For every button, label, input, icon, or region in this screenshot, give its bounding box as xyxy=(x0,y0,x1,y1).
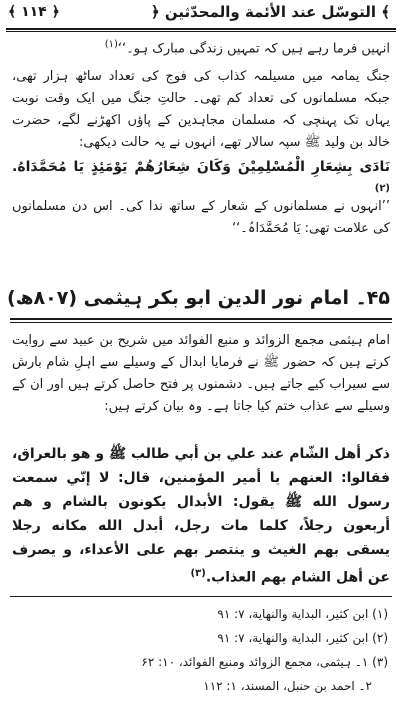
running-title: ﴾ التوسّل عند الأئمة والمحدّثين ﴿ xyxy=(150,3,390,21)
page-number: ﴾ ۱۱۴ ﴿ xyxy=(8,4,60,20)
section-rule-thin xyxy=(10,322,392,323)
arabic-quote-2-text: ذكر أهل الشّام عند علي بن أبي طالب ﷺ و هو بالعراق، فقالوا: العنهم يا أمير المؤمنين، قال: لا إنّي سمعت رسول الله ﷺ يقول: الأبدال يكونون بالشام و هم أربعون رجلاً، كلما مات رجل، أبدل الله مكانه رجلا يسقى بهم الغيث و ينتصر بهم على الأعداء، و يصرف عن أهل الشام بهم العذاب. xyxy=(12,446,390,586)
page-header xyxy=(8,2,394,26)
arabic-quote-2 xyxy=(12,442,390,590)
reference-marker-2: (۲) xyxy=(374,183,390,194)
paragraph-1 xyxy=(12,34,390,60)
paragraph-translation: ’’انہوں نے مسلمانوں کے شعار کے ساتھ ندا کی۔ اس دن مسلمانوں کی علامت تھی: یَا مُحَمَّدَاہُ۔‘‘ xyxy=(12,199,390,236)
reference-marker-3: (۳) xyxy=(190,568,206,579)
paragraph-5: امام ہیثمی مجمع الزوائد و منبع الفوائد میں شریح بن عبید سے روایت کرتے ہیں کہ حضور ﷺ نے فرمایا ابدال کے وسیلے سے اہلِ شام بارش سے سیراب کیے جاتے ہیں۔ دشمنوں پر فتح حاصل کرتے ہیں اور ان کے وسیلے سے عذاب ختم کیا جاتا ہے۔ وہ بیان کرتے ہیں: xyxy=(12,333,390,414)
footnote-rule xyxy=(10,596,392,597)
footnote-item: (۲) ابن كثير، البداية والنهاية، ۷: ۹۱ xyxy=(217,631,388,645)
header-rule xyxy=(6,28,396,30)
arabic-quote-1-text: نَادَى بِشِعَارِ الْمُسْلِمِيْنَ وَكَانَ شِعَارُهُمْ يَوْمَئِذٍ يَا مُحَمَّدَاهُ. xyxy=(12,159,390,175)
section-title: ۴۵۔ امام نور الدین ابو بکر ہیثمی (۸۰۷ھ) xyxy=(7,287,390,309)
footnote-item: ۲۔ احمد بن حنبل، المسند، ۱: ۱۱۲ xyxy=(203,679,372,693)
paragraph-1-text: انہیں فرما رہے ہیں کہ تمہیں زندگی مبارک ہو۔‘‘ xyxy=(117,41,390,57)
paragraph-2: جنگ یمامہ میں مسیلمہ کذاب کی فوج کی تعداد ساٹھ ہزار تھی، جبکہ مسلمانوں کی تعداد کم تھی۔ حالتِ جنگ میں ایک وقت نوبت یہاں تک پہنچی کہ مسلمان مجاہدین کے پاؤں اکھڑنے لگے، حضرت خالد بن ولید ﷺ سپہ سالار تھے، انہوں نے یہ حالت دیکھی: xyxy=(12,69,390,150)
reference-marker-1: (۱) xyxy=(104,39,118,50)
footnote-item: (۳) ۱۔ ہیثمی، مجمع الزوائد ومنبع الفوائد، ۱۰: ۶۲ xyxy=(141,655,388,669)
footnotes xyxy=(16,602,388,698)
section-rule xyxy=(10,318,392,320)
section-heading xyxy=(7,287,392,315)
footnote-item: (۱) ابن كثير، البداية والنهاية، ۷: ۹۱ xyxy=(217,607,388,621)
header-rule-thin xyxy=(6,31,396,32)
